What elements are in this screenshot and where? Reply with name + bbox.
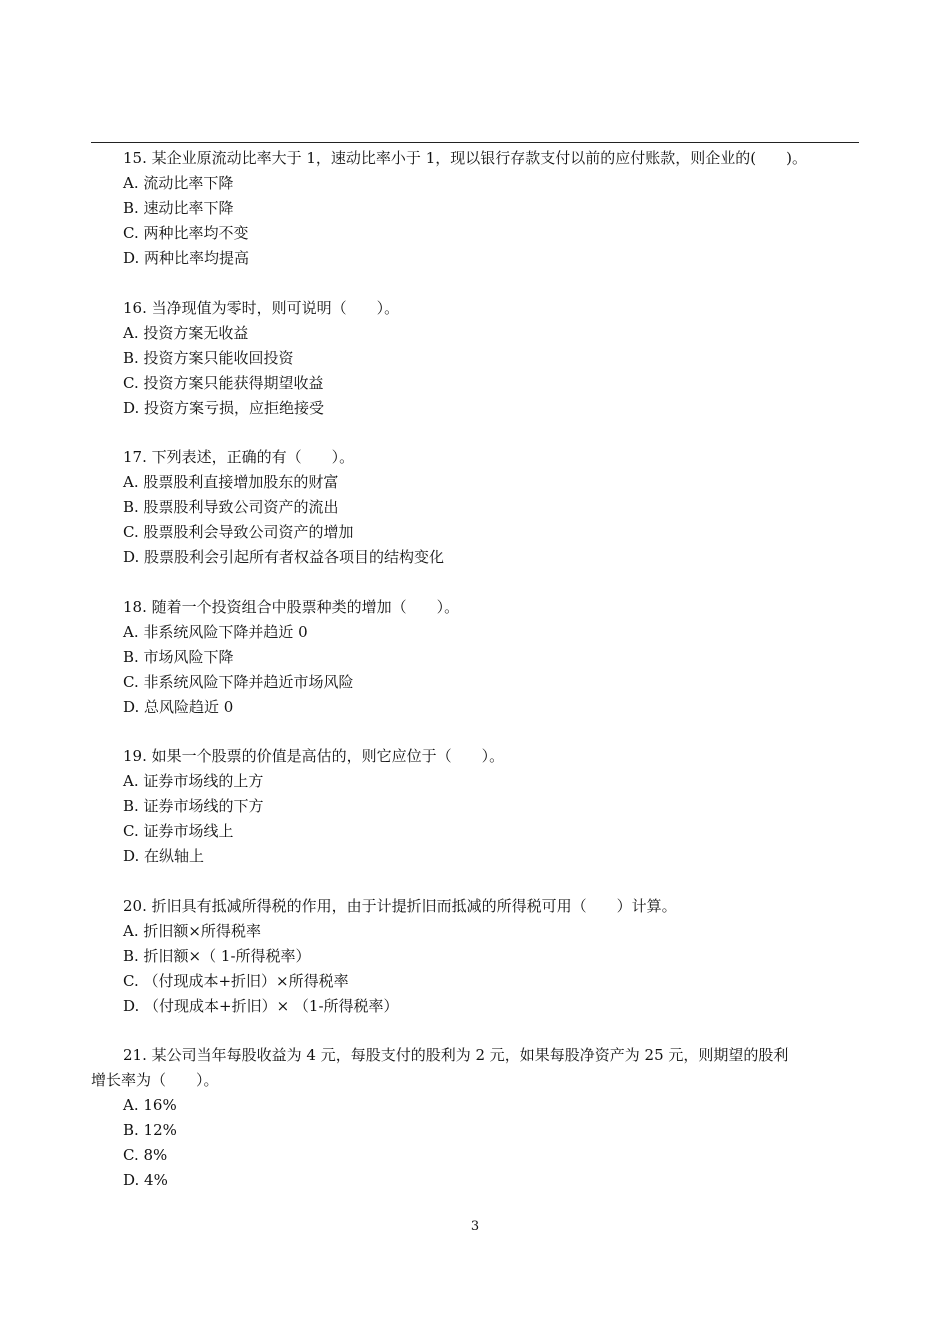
question-stem-line-1: 21. 某公司当年每股收益为 4 元，每股支付的股利为 2 元，如果每股净资产为 25 元，则期望的股利 bbox=[123, 1046, 789, 1064]
question-19 bbox=[91, 744, 861, 869]
question-stem: 17. 下列表述，正确的有（ ）。 bbox=[123, 448, 355, 466]
option-a: A. 折旧额×所得税率 bbox=[123, 921, 261, 940]
option-c: C. 证券市场线上 bbox=[123, 822, 234, 840]
option-d: D. 总风险趋近 0 bbox=[123, 697, 234, 716]
option-a: A. 证券市场线的上方 bbox=[123, 772, 264, 790]
option-c: C. 非系统风险下降并趋近市场风险 bbox=[123, 672, 354, 691]
option-d: D. 4% bbox=[123, 1171, 168, 1189]
question-list bbox=[91, 146, 861, 1218]
option-b: B. 市场风险下降 bbox=[123, 647, 234, 666]
option-d: D. （付现成本+折旧）× （1-所得税率） bbox=[123, 996, 399, 1015]
option-a: A. 16% bbox=[123, 1096, 177, 1114]
option-d: D. 股票股利会引起所有者权益各项目的结构变化 bbox=[123, 548, 445, 566]
question-stem: 16. 当净现值为零时，则可说明（ ）。 bbox=[123, 298, 400, 317]
option-c: C. 投资方案只能获得期望收益 bbox=[123, 373, 324, 392]
option-a: A. 股票股利直接增加股东的财富 bbox=[123, 473, 339, 491]
option-d: D. 在纵轴上 bbox=[123, 847, 205, 865]
question-15 bbox=[91, 146, 861, 271]
question-stem: 18. 随着一个投资组合中股票种类的增加（ ）。 bbox=[123, 597, 460, 616]
question-17 bbox=[91, 445, 861, 570]
option-b: B. 12% bbox=[123, 1121, 177, 1139]
option-b: B. 投资方案只能收回投资 bbox=[123, 348, 294, 367]
option-a: A. 投资方案无收益 bbox=[123, 323, 249, 342]
question-20 bbox=[91, 894, 861, 1019]
option-c: C. 股票股利会导致公司资产的增加 bbox=[123, 523, 354, 541]
question-21 bbox=[91, 1043, 861, 1193]
question-stem: 15. 某企业原流动比率大于 1，速动比率小于 1，现以银行存款支付以前的应付账款，则企业的( )。 bbox=[123, 149, 807, 167]
option-a: A. 流动比率下降 bbox=[123, 174, 234, 192]
option-b: B. 股票股利导致公司资产的流出 bbox=[123, 498, 339, 516]
option-c: C. 8% bbox=[123, 1146, 168, 1164]
option-d: D. 两种比率均提高 bbox=[123, 249, 250, 267]
option-d: D. 投资方案亏损，应拒绝接受 bbox=[123, 398, 325, 417]
option-b: B. 证券市场线的下方 bbox=[123, 797, 264, 815]
page-number: 3 bbox=[470, 1219, 480, 1234]
header-rule bbox=[91, 142, 859, 143]
question-stem: 19. 如果一个股票的价值是高估的，则它应位于（ ）。 bbox=[123, 747, 505, 765]
option-b: B. 折旧额×（ 1-所得税率） bbox=[123, 946, 311, 965]
option-b: B. 速动比率下降 bbox=[123, 199, 234, 217]
option-a: A. 非系统风险下降并趋近 0 bbox=[123, 622, 308, 641]
question-16 bbox=[91, 296, 861, 421]
question-stem-line-2: 增长率为（ ）。 bbox=[91, 1071, 219, 1089]
option-c: C. 两种比率均不变 bbox=[123, 224, 249, 242]
question-stem: 20. 折旧具有抵减所得税的作用，由于计提折旧而抵减的所得税可用（ ）计算。 bbox=[123, 896, 677, 915]
question-18 bbox=[91, 595, 861, 720]
option-c: C. （付现成本+折旧）×所得税率 bbox=[123, 971, 349, 990]
